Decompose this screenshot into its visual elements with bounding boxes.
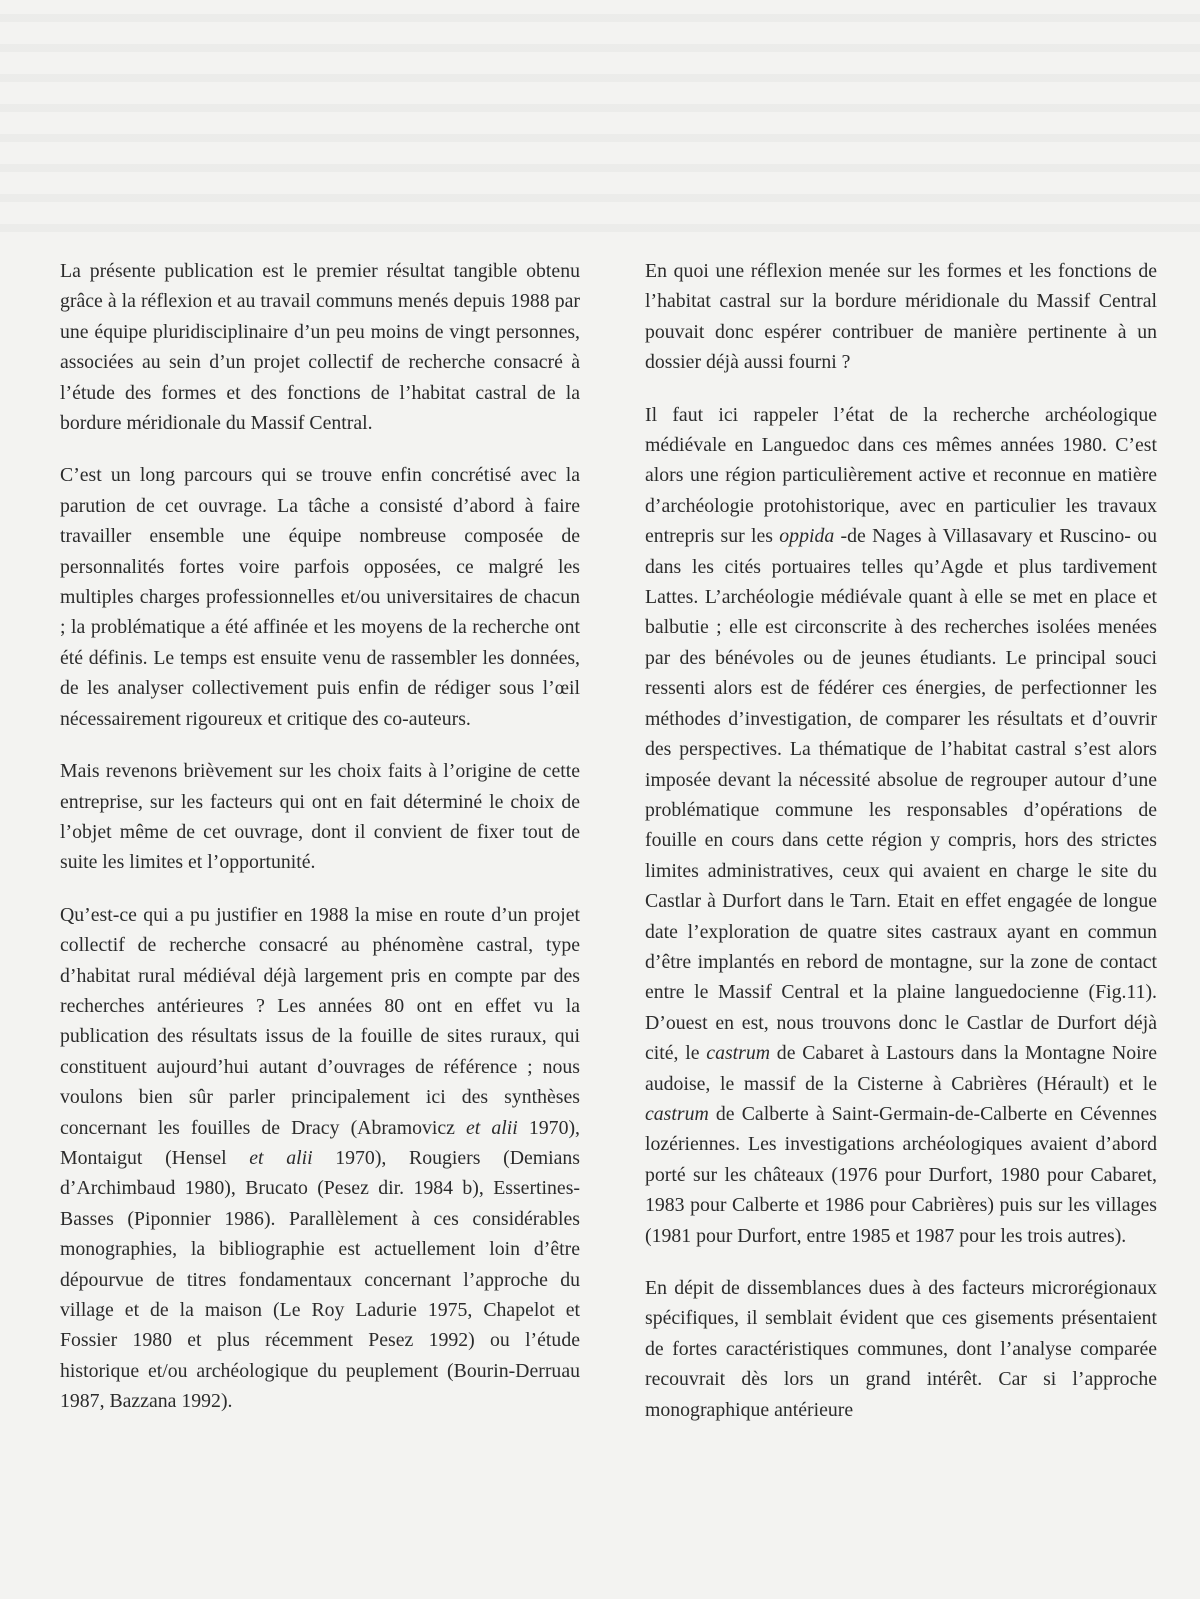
left-column xyxy=(60,256,580,1439)
paragraph xyxy=(645,400,1157,1251)
text-run: de Calberte à Saint-Germain-de-Calberte en Cévennes lozériennes. Les investigations archéologiques avaient d’abord porté sur les châteaux (1976 pour Durfort, 1980 pour Cabaret, 1983 pour Calberte et 1986 pour Cabrières) puis sur les villages (1981 pour Durfort, entre 1985 et 1987 pour les trois autres). xyxy=(645,1102,1157,1247)
italic-run: et alii xyxy=(466,1116,518,1139)
right-column xyxy=(645,256,1157,1447)
text-run: -de Nages à Villasavary et Ruscino- ou dans les cités portuaires telles qu’Agde et plus tardivement Lattes. L’archéologie médiévale quant à elle se met en place et balbutie ; elle est circonscrite à des recherches isolées menées par des bénévoles ou de jeunes étudiants. Le principal souci ressenti alors est de fédérer ces énergies, de perfectionner les méthodes d’investigation, de comparer les résultats et d’ouvrir des perspectives. La thématique de l’habitat castral s’est alors imposée devant la nécessité absolue de regrouper autour d’une problématique commune les responsables d’opérations de fouille en cours dans cette région y compris, hors des strictes limites administratives, ceux qui avaient en charge le site du Castlar à Durfort dans le Tarn. Etait en effet engagée de longue date l’exploration de quatre sites castraux ayant en commun d’être implantés en rebord de montagne, sur la zone de contact entre le Massif Central et la plaine languedocienne (Fig.11). D’ouest en est, nous trouvons donc le Castlar de Durfort déjà cité, le xyxy=(645,525,1157,1065)
italic-run: et alii xyxy=(249,1146,313,1169)
text-run: Qu’est-ce qui a pu justifier en 1988 la mise en route d’un projet collectif de recherche consacré au phénomène castral, type d’habitat rural médiéval déjà largement pris en compte par des recherches antérieures ? Les années 80 ont en effet vu la publication des résultats issus de la fouille de sites ruraux, qui constituent aujourd’hui autant d’ouvrages de référence ; nous voulons bien sûr parler principalement ici des synthèses concernant les fouilles de Dracy (Abramovicz xyxy=(60,903,580,1139)
text-run: 1970), Rougiers (Demians d’Archimbaud 1980), Brucato (Pesez dir. 1984 b), Essertines-Basses (Piponnier 1986). Parallèlement à ces considérables monographies, la bibliographie est actuellement loin d’être dépourvue de titres fondamentaux concernant l’approche du village et de la maison (Le Roy Ladurie 1975, Chapelot et Fossier 1980 et plus récemment Pesez 1992) ou l’étude historique et/ou archéologique du peuplement (Bourin-Derruau 1987, Bazzana 1992). xyxy=(60,1146,581,1413)
italic-run: oppida xyxy=(779,525,835,548)
paragraph xyxy=(60,900,580,1417)
text-run: 1970), Montaigut (Hensel xyxy=(60,1116,580,1169)
paragraph: En dépit de dissemblances dues à des facteurs microrégionaux spécifiques, il semblait évident que ces gisements présentaient de fortes caractéristiques communes, dont l’analyse comparée recouvrait dès lors un grand intérêt. Car si l’approche monographique antérieure xyxy=(645,1277,1157,1421)
italic-run: castrum xyxy=(645,1102,709,1125)
paragraph: En quoi une réflexion menée sur les formes et les fonctions de l’habitat castral sur la bordure méridionale du Massif Central pouvait donc espérer contribuer de manière pertinente à un dossier déjà aussi fourni ? xyxy=(645,260,1157,374)
paragraph: C’est un long parcours qui se trouve enfin concrétisé avec la parution de cet ouvrage. La tâche a consisté d’abord à faire travailler ensemble une équipe nombreuse composée de personnalités fortes voire parfois opposées, ce malgré les multiples charges professionnelles et/ou universitaires de chacun ; la problématique a été affinée et les moyens de la recherche ont été définis. Le temps est ensuite venu de rassembler les données, de les analyser collectivement puis enfin de rédiger sous l’œil nécessairement rigoureux et critique des co-auteurs. xyxy=(60,464,580,730)
text-run: de Cabaret à Lastours dans la Montagne Noire audoise, le massif de la Cisterne à Cabrières (Hérault) et le xyxy=(645,1042,1157,1095)
text-run: Il faut ici rappeler l’état de la recherche archéologique médiévale en Languedoc dans ces mêmes années 1980. C’est alors une région particulièrement active et reconnue en matière d’archéologie protohistorique, avec en particulier les travaux entrepris sur les xyxy=(645,403,1157,548)
paragraph: Mais revenons brièvement sur les choix faits à l’origine de cette entreprise, sur les facteurs qui ont en fait déterminé le choix de l’objet même de cet ouvrage, dont il convient de fixer tout de suite les limites et l’opportunité. xyxy=(60,760,580,874)
show-through-text-bleed xyxy=(0,0,1200,250)
paragraph: La présente publication est le premier résultat tangible obtenu grâce à la réflexion et au travail communs menés depuis 1988 par une équipe pluridisciplinaire d’un peu moins de vingt personnes, associées au sein d’un projet collectif de recherche consacré à l’étude des formes et des fonctions de l’habitat castral de la bordure méridionale du Massif Central. xyxy=(60,260,580,435)
italic-run: castrum xyxy=(706,1042,771,1065)
